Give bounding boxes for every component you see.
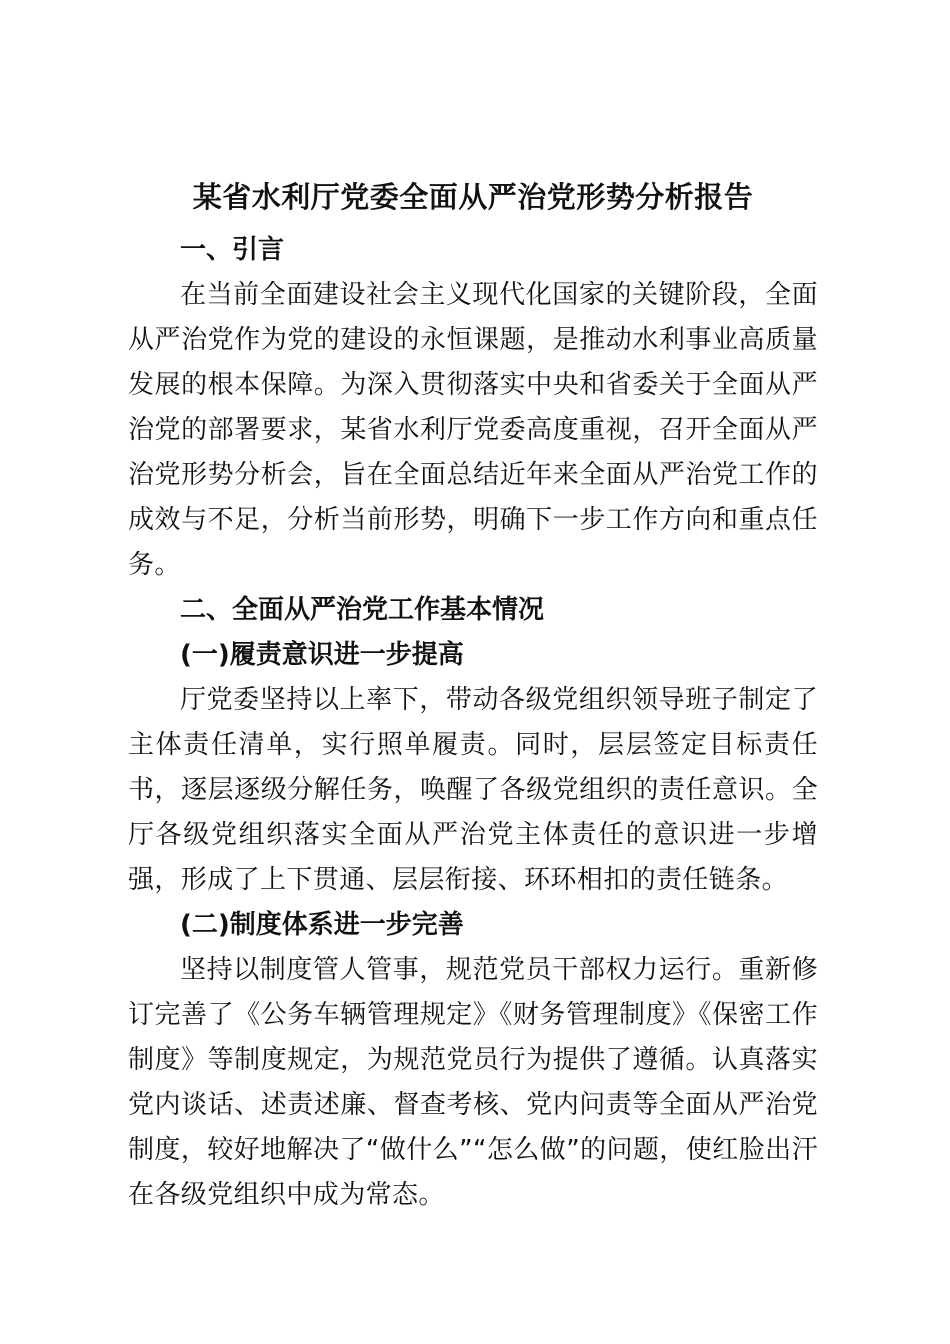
- subsection-heading-institution: (二)制度体系进一步完善: [180, 910, 464, 940]
- document-page: [128, 172, 818, 1218]
- institution-paragraph: 坚持以制度管人管事，规范党员干部权力运行。重新修订完善了《公务车辆管理规定》《财务管理制度》《保密工作制度》等制度规定，为规范党员行为提供了遵循。认真落实党内谈话、述责述廉、督查考核、党内问责等全面从严治党制度，较好地解决了“做什么”“怎么做”的问题，使红脸出汗在各级党组织中成为常态。: [128, 955, 818, 1210]
- document-title: 某省水利厅党委全面从严治党形势分析报告: [192, 180, 754, 214]
- subsection-heading-responsibility: (一)履责意识进一步提高: [180, 640, 464, 670]
- section-heading-basic-situation: 二、全面从严治党工作基本情况: [180, 595, 545, 625]
- responsibility-paragraph: 厅党委坚持以上率下，带动各级党组织领导班子制定了主体责任清单，实行照单履责。同时，层层签定目标责任书，逐层逐级分解任务，唤醒了各级党组织的责任意识。全厅各级党组织落实全面从严治党主体责任的意识进一步增强，形成了上下贯通、层层衔接、环环相扣的责任链条。: [128, 685, 818, 895]
- introduction-paragraph: 在当前全面建设社会主义现代化国家的关键阶段，全面从严治党作为党的建设的永恒课题，是推动水利事业高质量发展的根本保障。为深入贯彻落实中央和省委关于全面从严治党的部署要求，某省水利厅党委高度重视，召开全面从严治党形势分析会，旨在全面总结近年来全面从严治党工作的成效与不足，分析当前形势，明确下一步工作方向和重点任务。: [128, 280, 818, 580]
- section-heading-introduction: 一、引言: [180, 235, 285, 265]
